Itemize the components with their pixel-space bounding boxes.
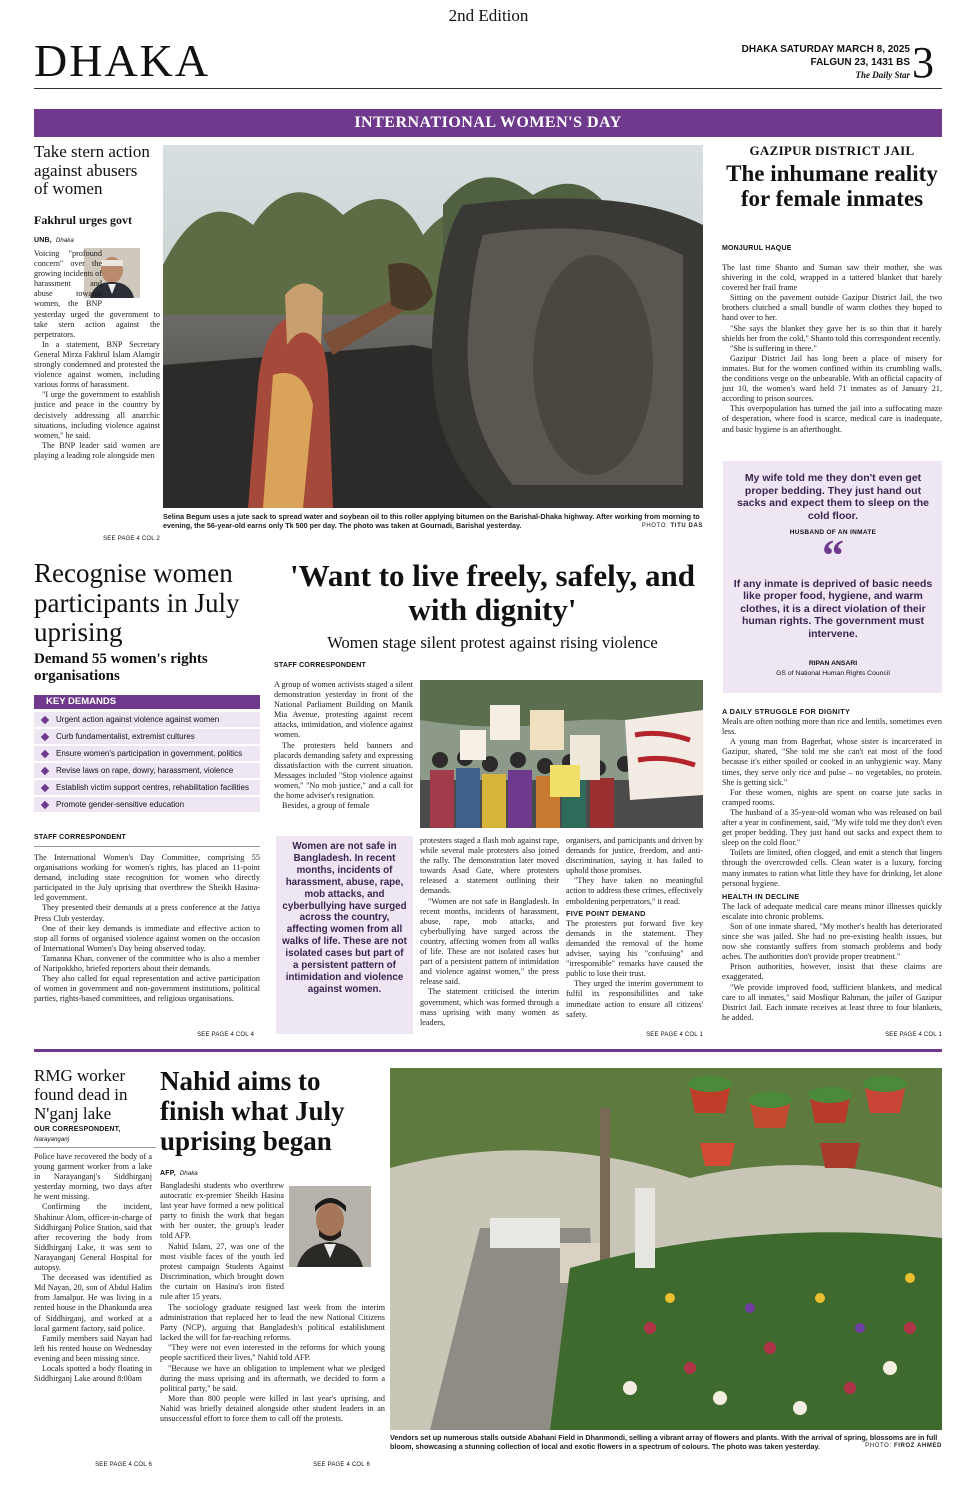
fakhrul-p1: Voicing "profound concern" over the growing incidents of harassment and abuse towards women, the BNP yesterday urged the government to take stern action against the perpetrators. bbox=[34, 249, 160, 339]
freely-pull-quote: Women are not safe in Bangladesh. In recent months, incidents of harassment, abuse, rape, mob attacks, and cyberbullying have surged across the country, affecting women from all walks of life. These are not isolated cases but part of a persistent pattern of intimidation and violence against women. bbox=[282, 841, 407, 995]
demand-text: Curb fundamentalist, extremist cultures bbox=[56, 732, 195, 741]
nahid-headline: Nahid aims to finish what July uprising began bbox=[160, 1066, 345, 1156]
demand-text: Promote gender-sensitive education bbox=[56, 800, 185, 809]
freely-p3: Besides, a group of female bbox=[282, 801, 370, 811]
recognise-p3: One of their key demands is immediate and effective action to stop all forms of organised violence against women on the occasion of International Women's Day being observed today. bbox=[34, 923, 260, 953]
fakhrul-body bbox=[34, 249, 160, 461]
nahid-p6: More than 800 people were killed in last year's uprising, and Nahid was briefly detained alongside other student leaders in an unsuccessful effort to force them to call off the protests. bbox=[160, 1393, 385, 1424]
section-divider bbox=[34, 1049, 942, 1052]
freely-see-page[interactable]: SEE PAGE 4 COL 1 bbox=[646, 1032, 703, 1038]
recognise-p1: The International Women's Day Committee, comprising 55 organisations working for women's rights, has placed an 11-point demand, including state recognition for women who directly participated in the July uprising that overthrew the Sheikh Hasina-led government. bbox=[34, 853, 260, 903]
jail-quote2: If any inmate is deprived of basic needs like proper food, hygiene, and warm clothes, it is a direct violation of their human rights. The government must intervene. bbox=[733, 578, 933, 640]
nahid-portrait bbox=[289, 1186, 371, 1267]
jail-sub2: HEALTH IN DECLINE bbox=[722, 891, 800, 901]
demand-text: Revise laws on rape, dowry, harassment, violence bbox=[56, 766, 234, 775]
recognise-headline: Recognise women participants in July uprising bbox=[34, 558, 240, 647]
recognise-byline-rule bbox=[34, 846, 260, 847]
jail-p8: A young man from Bagerhat, whose sister is incarcerated in Gazipur, shared, "She told me she can't eat most of the food because it's either spoiled or cooked in an unhygienic way. Many times, they serve only rice and pulse – no vegetables, no protein. She is getting sick." bbox=[722, 737, 942, 787]
rmg-p3: The deceased was identified as Md Nayan, 20, son of Abdul Halim from Jamalpur. He was living in a rented house in the Dhankunda area of Siddhirganj, and worked at a local garment factory, said police. bbox=[34, 1273, 152, 1333]
freely-col1 bbox=[274, 680, 413, 811]
recognise-byline: STAFF CORRESPONDENT bbox=[34, 834, 126, 841]
flower-stalls-credit-label: PHOTO: bbox=[865, 1443, 892, 1450]
diamond-bullet-icon bbox=[41, 800, 49, 808]
jail-quote1: My wife told me they don't even get proper bedding. They just hand out sacks and expect them to sleep on the cold floor. bbox=[737, 472, 929, 522]
rmg-p4: Family members said Nayan had left his rented house on Wednesday evening and been missing since. bbox=[34, 1333, 152, 1363]
recognise-p2: They presented their demands at a press conference at the Jatiya Press Club yesterday. bbox=[34, 903, 260, 923]
nahid-byline-source: AFP, bbox=[160, 1170, 176, 1177]
fakhrul-dateline: Dhaka bbox=[55, 237, 74, 244]
recognise-see-page[interactable]: SEE PAGE 4 COL 4 bbox=[197, 1032, 254, 1038]
jail-p13: Son of one inmate shared, "My mother's health has deteriorated since she was jailed. She had no pre-existing health issues, but now she constantly suffers from stomach problems and body aches. The authorities don't provide proper treatment." bbox=[722, 921, 942, 962]
jail-body-top bbox=[722, 263, 942, 435]
freely-sub: FIVE POINT DEMAND bbox=[566, 908, 646, 918]
road-roller-caption-text: Selina Begum uses a jute sack to spread water and soybean oil to this roller applying bitumen on the Barishal-Dhaka highway. After working from morning to evening, the 56-year-old earns only Tk 500 per day. The photo was taken at Gournadi, Barishal yesterday. bbox=[163, 512, 700, 531]
fakhrul-byline-source: UNB, bbox=[34, 237, 52, 244]
freely-p1: A group of women activists staged a silent demonstration yesterday in front of the National Parliament Building on Manik Mia Avenue, protesting against recent attacks, intimidation, and violence against women. bbox=[274, 680, 413, 740]
demand-item bbox=[34, 729, 260, 744]
key-demands-box bbox=[34, 695, 260, 814]
jail-p4: "She is suffering in there." bbox=[730, 343, 817, 353]
fakhrul-headline: Take stern action against abusers of women bbox=[34, 142, 150, 198]
road-roller-caption bbox=[163, 512, 703, 532]
freely-subhead: Women stage silent protest against rising violence bbox=[327, 633, 658, 652]
flower-stalls-caption-text: Vendors set up numerous stalls outside Abahani Field in Dhanmondi, selling a vibrant array of flowers and plants. With the arrival of spring, blossoms are in full bloom, showcasing a stunning collection of local and exotic flowers in a spectrum of colours. The photo was taken yesterday. bbox=[390, 1433, 938, 1452]
jail-p2: Sitting on the pavement outside Gazipur District Jail, the two brothers clutched a small bundle of warm clothes they hoped to hand over to her. bbox=[722, 293, 942, 323]
flower-stalls-caption bbox=[390, 1433, 942, 1452]
flower-stalls-photo bbox=[390, 1068, 942, 1430]
demand-item bbox=[34, 763, 260, 778]
freely-c3p1: organisers, and participants and driven by demands for justice, freedom, and anti-discrimination, saying it has failed to uphold those promises. bbox=[566, 836, 703, 876]
flower-stalls-credit-name: FIROZ AHMED bbox=[893, 1443, 942, 1450]
jail-byline: MONJURUL HAQUE bbox=[722, 245, 792, 252]
diamond-bullet-icon bbox=[41, 749, 49, 757]
womens-day-banner bbox=[34, 109, 942, 137]
jail-body-bottom bbox=[722, 707, 942, 1023]
fakhrul-see-page[interactable]: SEE PAGE 4 COL 2 bbox=[103, 536, 160, 542]
diamond-bullet-icon bbox=[41, 766, 49, 774]
nahid-p3: The sociology graduate resigned last week from the interim administration that replaced her to lead the new National Citizens Party (NCP), arguing that Bangladesh's political establishment lacked the will for far-reaching reforms. bbox=[160, 1303, 385, 1343]
road-roller-credit-name: TITU DAS bbox=[670, 523, 703, 530]
jail-see-page[interactable]: SEE PAGE 4 COL 1 bbox=[885, 1032, 942, 1038]
jail-p3: "She says the blanket they gave her is so thin that it barely shields her from the cold," Shanto told this correspondent recently. bbox=[722, 323, 942, 343]
jail-p10: The husband of a 35-year-old woman who was released on bail after a year in confinement, said, "My wife told me they don't even get proper bedding. They just hand out sacks and expect them to sleep on the cold floor." bbox=[722, 807, 942, 848]
fakhrul-p3: "I urge the government to establish justice and peace in the country by decisively addressing all anarchic situations, including violence against women," he said. bbox=[34, 390, 160, 440]
jail-kicker: GAZIPUR DISTRICT JAIL bbox=[749, 143, 915, 158]
banner-text: INTERNATIONAL WOMEN'S DAY bbox=[354, 114, 622, 131]
nahid-see-page[interactable]: SEE PAGE 4 COL 6 bbox=[313, 1462, 370, 1468]
quote-mark-icon: “ bbox=[822, 531, 844, 580]
diamond-bullet-icon bbox=[41, 715, 49, 723]
freely-c2p1: protesters staged a flash mob against rape, while several male protesters also joined the rally. The demonstration later moved towards Asad Gate, where protesters released a statement outlining their demands. bbox=[420, 836, 559, 896]
jail-p1: The last time Shanto and Suman saw their mother, she was shivering in the cold, wrapped in a tattered blanket that barely covered her frail frame bbox=[722, 263, 942, 293]
recognise-body bbox=[34, 853, 260, 1004]
fakhrul-p4: The BNP leader said women are playing a leading role alongside men bbox=[34, 440, 160, 460]
nahid-dateline: Dhaka bbox=[179, 1170, 198, 1177]
freely-c3p3: The protesters put forward five key demands in the statement. They demanded the removal of the home adviser, saying his "confusing" and "irresponsible" remarks have caused the public to lose their trust. bbox=[566, 918, 703, 979]
rmg-rule bbox=[34, 1147, 156, 1148]
freely-byline: STAFF CORRESPONDENT bbox=[274, 662, 366, 669]
freely-col3 bbox=[566, 836, 703, 1020]
jail-p9: For these women, nights are spent on coarse jute sacks in cramped rooms. bbox=[722, 787, 942, 807]
nahid-body-bottom bbox=[160, 1303, 385, 1424]
road-roller-photo bbox=[163, 145, 703, 508]
recognise-p4: Tamanna Khan, convener of the committee who is also a member of Naripokkho, briefed reporters about their demands. bbox=[34, 953, 260, 974]
freely-c2p2: "Women are not safe in Bangladesh. In recent months, incidents of harassment, abuse, rape, mob attacks, and cyberbullying have surged across the country, affecting women from all walks of life. These are not isolated cases but part of a persistent pattern of intimidation and violence against women," the press release said. bbox=[420, 896, 559, 987]
rmg-byline: OUR CORRESPONDENT, bbox=[34, 1126, 121, 1133]
nahid-p2a: Nahid Islam, 27, was one of the most visible faces of the youth led protest campaign Students Against Discrimination, which brought down the curtain on Hasina's iron fisted rule after 15 years. bbox=[160, 1241, 284, 1302]
nahid-p4: "They were not even interested in the reforms for which young people sacrificed their lives," Nahid told AFP. bbox=[160, 1343, 385, 1363]
page-number: 3 bbox=[912, 38, 934, 87]
diamond-bullet-icon bbox=[41, 732, 49, 740]
jail-p12: The lack of adequate medical care means minor illnesses quickly escalate into chronic problems. bbox=[722, 901, 942, 921]
fakhrul-p2: In a statement, BNP Secretary General Mirza Fakhrul Islam Alamgir strongly condemned and protested the violence against women, including various forms of harassment. bbox=[34, 339, 160, 390]
jail-quote2-name: RIPAN ANSARI bbox=[808, 660, 858, 667]
freely-col2 bbox=[420, 836, 559, 1028]
nahid-p5: "Because we have an obligation to implement what we pledged during the mass uprising and its aftermath, we decided to form a political party," he said. bbox=[160, 1363, 385, 1393]
section-title: DHAKA bbox=[34, 35, 211, 86]
rmg-body bbox=[34, 1152, 152, 1384]
protest-photo bbox=[420, 680, 703, 828]
fakhrul-byline bbox=[34, 229, 74, 247]
nahid-body-top bbox=[160, 1181, 284, 1302]
jail-p7: Meals are often nothing more than rice and lentils, sometimes even less. bbox=[722, 717, 942, 737]
demand-item bbox=[34, 797, 260, 812]
issue-date: DHAKA SATURDAY MARCH 8, 2025 bbox=[741, 44, 910, 55]
recognise-p5: They also called for equal representation and active participation of women in government and non-government institutions, political parties, rights-based committees, and religious organisations. bbox=[34, 974, 260, 1004]
diamond-bullet-icon bbox=[41, 783, 49, 791]
demand-item bbox=[34, 780, 260, 795]
freely-c3p2: "They have taken no meaningful action to address these crimes, effectively emboldening perpetrators," it read. bbox=[566, 876, 703, 906]
road-roller-credit bbox=[642, 522, 703, 531]
jail-quote2-title: GS of National Human Rights Council bbox=[776, 670, 890, 677]
nahid-p1: Bangladeshi students who overthrew autocratic ex-premier Sheikh Hasina last year have formed a new political party to finish the work that began with her ouster, the group's leader told AFP. bbox=[160, 1181, 284, 1241]
jail-p5: Gazipur District Jail has long been a place of misery for inmates. But for the women confined within its crumbling walls, the conditions verge on the unbearable. With an official capacity of just 10, the women's ward held 71 inmates as of January 21, according to prison sources. bbox=[722, 353, 942, 404]
jail-quote1-attr: HUSBAND OF AN INMATE bbox=[789, 529, 877, 536]
freely-c3p4: They urged the interim government to fulfil its responsibilities and take immediate action to ensure all citizens' safety. bbox=[566, 979, 703, 1019]
road-roller-credit-label: PHOTO: bbox=[641, 523, 669, 530]
jail-sub1: A DAILY STRUGGLE FOR DIGNITY bbox=[722, 707, 851, 716]
freely-c2p3: The statement criticised the interim government, which was formed through a mass uprising with many women as leaders, bbox=[420, 987, 559, 1027]
rmg-headline: RMG worker found dead in N'ganj lake bbox=[34, 1066, 128, 1123]
recognise-subhead: Demand 55 women's rights organisations bbox=[34, 651, 208, 684]
rmg-p2: Confirming the incident, Shahinur Alom, officer-in-charge of Siddhirganj Police Station, said that after recovering the body from Siddhirganj Lake, it was sent to Narayanganj General Hospital for autopsy. bbox=[34, 1202, 152, 1273]
jail-p11: Toilets are limited, often clogged, and emit a stench that lingers through the overcrowded cells. Clean water is a luxury, forcing many inmates to ration what little they have for drinking, let alone personal hygiene. bbox=[722, 848, 942, 888]
bangla-date: FALGUN 23, 1431 BS bbox=[810, 57, 910, 68]
rmg-p5: Locals spotted a body floating in Siddhirganj Lake around 8:00am bbox=[34, 1363, 152, 1384]
freely-headline: 'Want to live freely, safely, and with dignity' bbox=[290, 558, 695, 627]
paper-logo: The Daily Star bbox=[855, 70, 910, 80]
fakhrul-subhead: Fakhrul urges govt bbox=[34, 213, 133, 227]
demand-text: Ensure women's participation in government, politics bbox=[56, 749, 243, 758]
jail-p6: This overpopulation has turned the jail into a suffocating maze of desperation, where food is scarce, medical care is inadequate, and basic hygiene is an afterthought. bbox=[722, 404, 942, 434]
edition-label: 2nd Edition bbox=[448, 6, 529, 25]
freely-p2: The protesters held banners and placards demanding safety and expressing dissatisfaction with the current situation. Messages included "Stop violence against women," "No mob justice," and a call for the home adviser's resignation. bbox=[274, 740, 413, 801]
rmg-dateline: Narayanganj bbox=[34, 1136, 70, 1143]
jail-p15: "We provide improved food, sufficient blankets, and medical care to all inmates," said Mosfiqur Rahman, the jailer of Gazipur District Jail. Each inmate receives at least three to four blankets, he added. bbox=[722, 982, 942, 1022]
rmg-p1: Police have recovered the body of a young garment worker from a lake in Narayanganj's Siddhirganj yesterday morning, two days after he went missing. bbox=[34, 1152, 152, 1202]
jail-p14: Prison authorities, however, insist that these claims are exaggerated. bbox=[722, 962, 942, 982]
demand-text: Establish victim support centres, rehabilitation facilities bbox=[56, 783, 249, 792]
key-demands-title: KEY DEMANDS bbox=[34, 695, 260, 709]
flower-stalls-credit bbox=[865, 1442, 942, 1451]
demand-text: Urgent action against violence against women bbox=[56, 715, 220, 724]
demand-item bbox=[34, 746, 260, 761]
nahid-byline bbox=[160, 1162, 198, 1180]
jail-headline: The inhumane reality for female inmates bbox=[726, 161, 938, 211]
demand-item bbox=[34, 712, 260, 727]
rmg-see-page[interactable]: SEE PAGE 4 COL 6 bbox=[95, 1462, 152, 1468]
masthead-rule bbox=[34, 88, 942, 89]
